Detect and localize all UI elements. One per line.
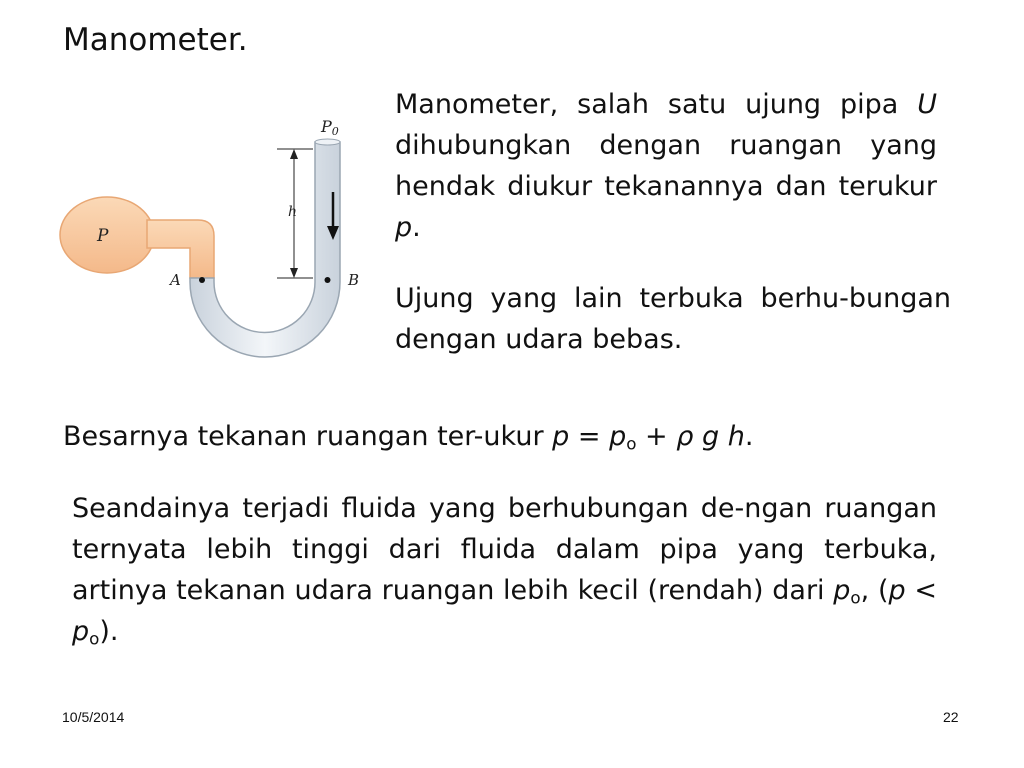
point-a	[199, 277, 205, 283]
point-b	[325, 277, 331, 283]
label-p0: P0	[321, 117, 339, 138]
paragraph-gauge-pressure-formula: Besarnya tekanan ruangan ter-ukur $p = p_o + \rho$ g h.	[63, 421, 754, 454]
label-p: P	[97, 226, 109, 246]
paragraph-lower-pressure-case: Seandainya terjadi fluida yang berhubungan de-ngan ruangan ternyata lebih tinggi dari fluida dalam pipa yang terbuka, artinya tekanan udara ruangan lebih kecil (rendah) dari $p_o$, $(p < p_o)$.	[72, 493, 937, 649]
footer-date: 10/5/2014	[62, 709, 125, 725]
label-h: h	[288, 204, 298, 220]
label-a: A	[170, 271, 181, 289]
page-number: 22	[943, 709, 959, 725]
open-end	[315, 139, 340, 145]
paragraph-open-end: Ujung yang lain terbuka berhu-bungan dengan udara bebas.	[395, 283, 951, 355]
manometer-svg	[55, 112, 385, 364]
label-b: B	[348, 271, 360, 289]
slide-title: Manometer.	[63, 22, 248, 58]
paragraph-manometer-description: Manometer, salah satu ujung pipa U dihubungkan dengan ruangan yang hendak diukur tekanannya dan terukur p.	[395, 89, 937, 243]
gas-channel	[147, 220, 214, 278]
manometer-diagram	[55, 112, 385, 364]
